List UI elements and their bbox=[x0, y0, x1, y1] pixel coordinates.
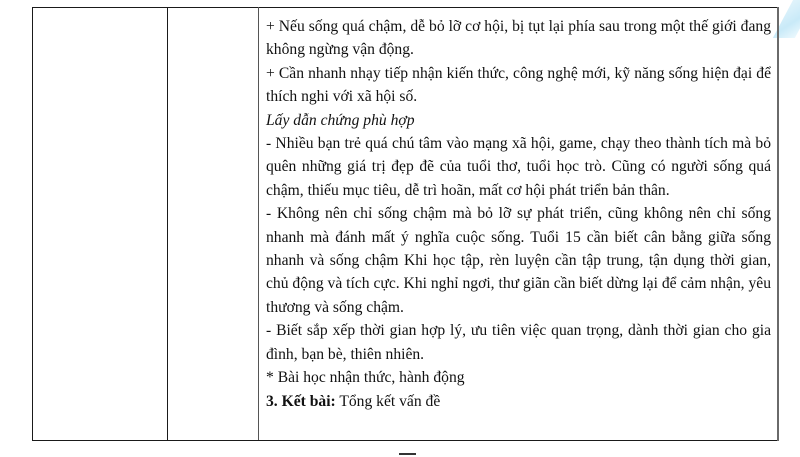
table-cell-section bbox=[33, 8, 168, 441]
page-footer-mark bbox=[399, 453, 416, 455]
table-cell-content bbox=[259, 8, 779, 441]
paragraph-quick-adaptation: + Cần nhanh nhạy tiếp nhận kiến thức, công nghệ mới, kỹ năng sống hiện đại để thích nghi với xã hội số. bbox=[266, 64, 771, 106]
paragraph-slow-living-risk: + Nếu sống quá chậm, dễ bỏ lỡ cơ hội, bị tụt lại phía sau trong một thế giới đang không ngừng vận động. bbox=[266, 18, 771, 59]
paragraph-time-management: - Biết sắp xếp thời gian hợp lý, ưu tiên việc quan trọng, dành thời gian cho gia đình, bạn bè, thiên nhiên. bbox=[266, 322, 771, 363]
paragraph-balance: - Không nên chỉ sống chậm mà bỏ lỡ sự phát triển, cũng không nên chỉ sống nhanh mà đánh mất ý nghĩa cuộc sống. Tuổi 15 cần biết cân bằng giữa sống nhanh và sống chậm Khi học tập, rèn luyện cần tập trung, tận dụng thời gian, chủ động và tích cực. Khi nghỉ ngơi, thư giãn cần biết dừng lại để cảm nhận, yêu thương và sống chậm. bbox=[266, 205, 771, 316]
conclusion-text: Tổng kết vấn đề bbox=[335, 392, 441, 410]
conclusion-label: 3. Kết bài: bbox=[266, 392, 336, 410]
paragraph-lesson: * Bài học nhận thức, hành động bbox=[266, 369, 465, 387]
table-cell-score bbox=[168, 8, 259, 441]
paragraph-evidence-heading: Lấy dẫn chứng phù hợp bbox=[266, 111, 415, 129]
paragraph-evidence-youth: - Nhiều bạn trẻ quá chú tâm vào mạng xã hội, game, chạy theo thành tích mà bỏ quên những giá trị đẹp đẽ của tuổi thơ, tuổi học trò. Cũng có người sống quá chậm, thiếu mục tiêu, dễ trì hoãn, mất cơ hội phát triển bản thân. bbox=[266, 135, 771, 199]
table-row bbox=[33, 8, 779, 441]
paragraph-conclusion bbox=[266, 390, 771, 413]
outline-table bbox=[32, 7, 779, 441]
